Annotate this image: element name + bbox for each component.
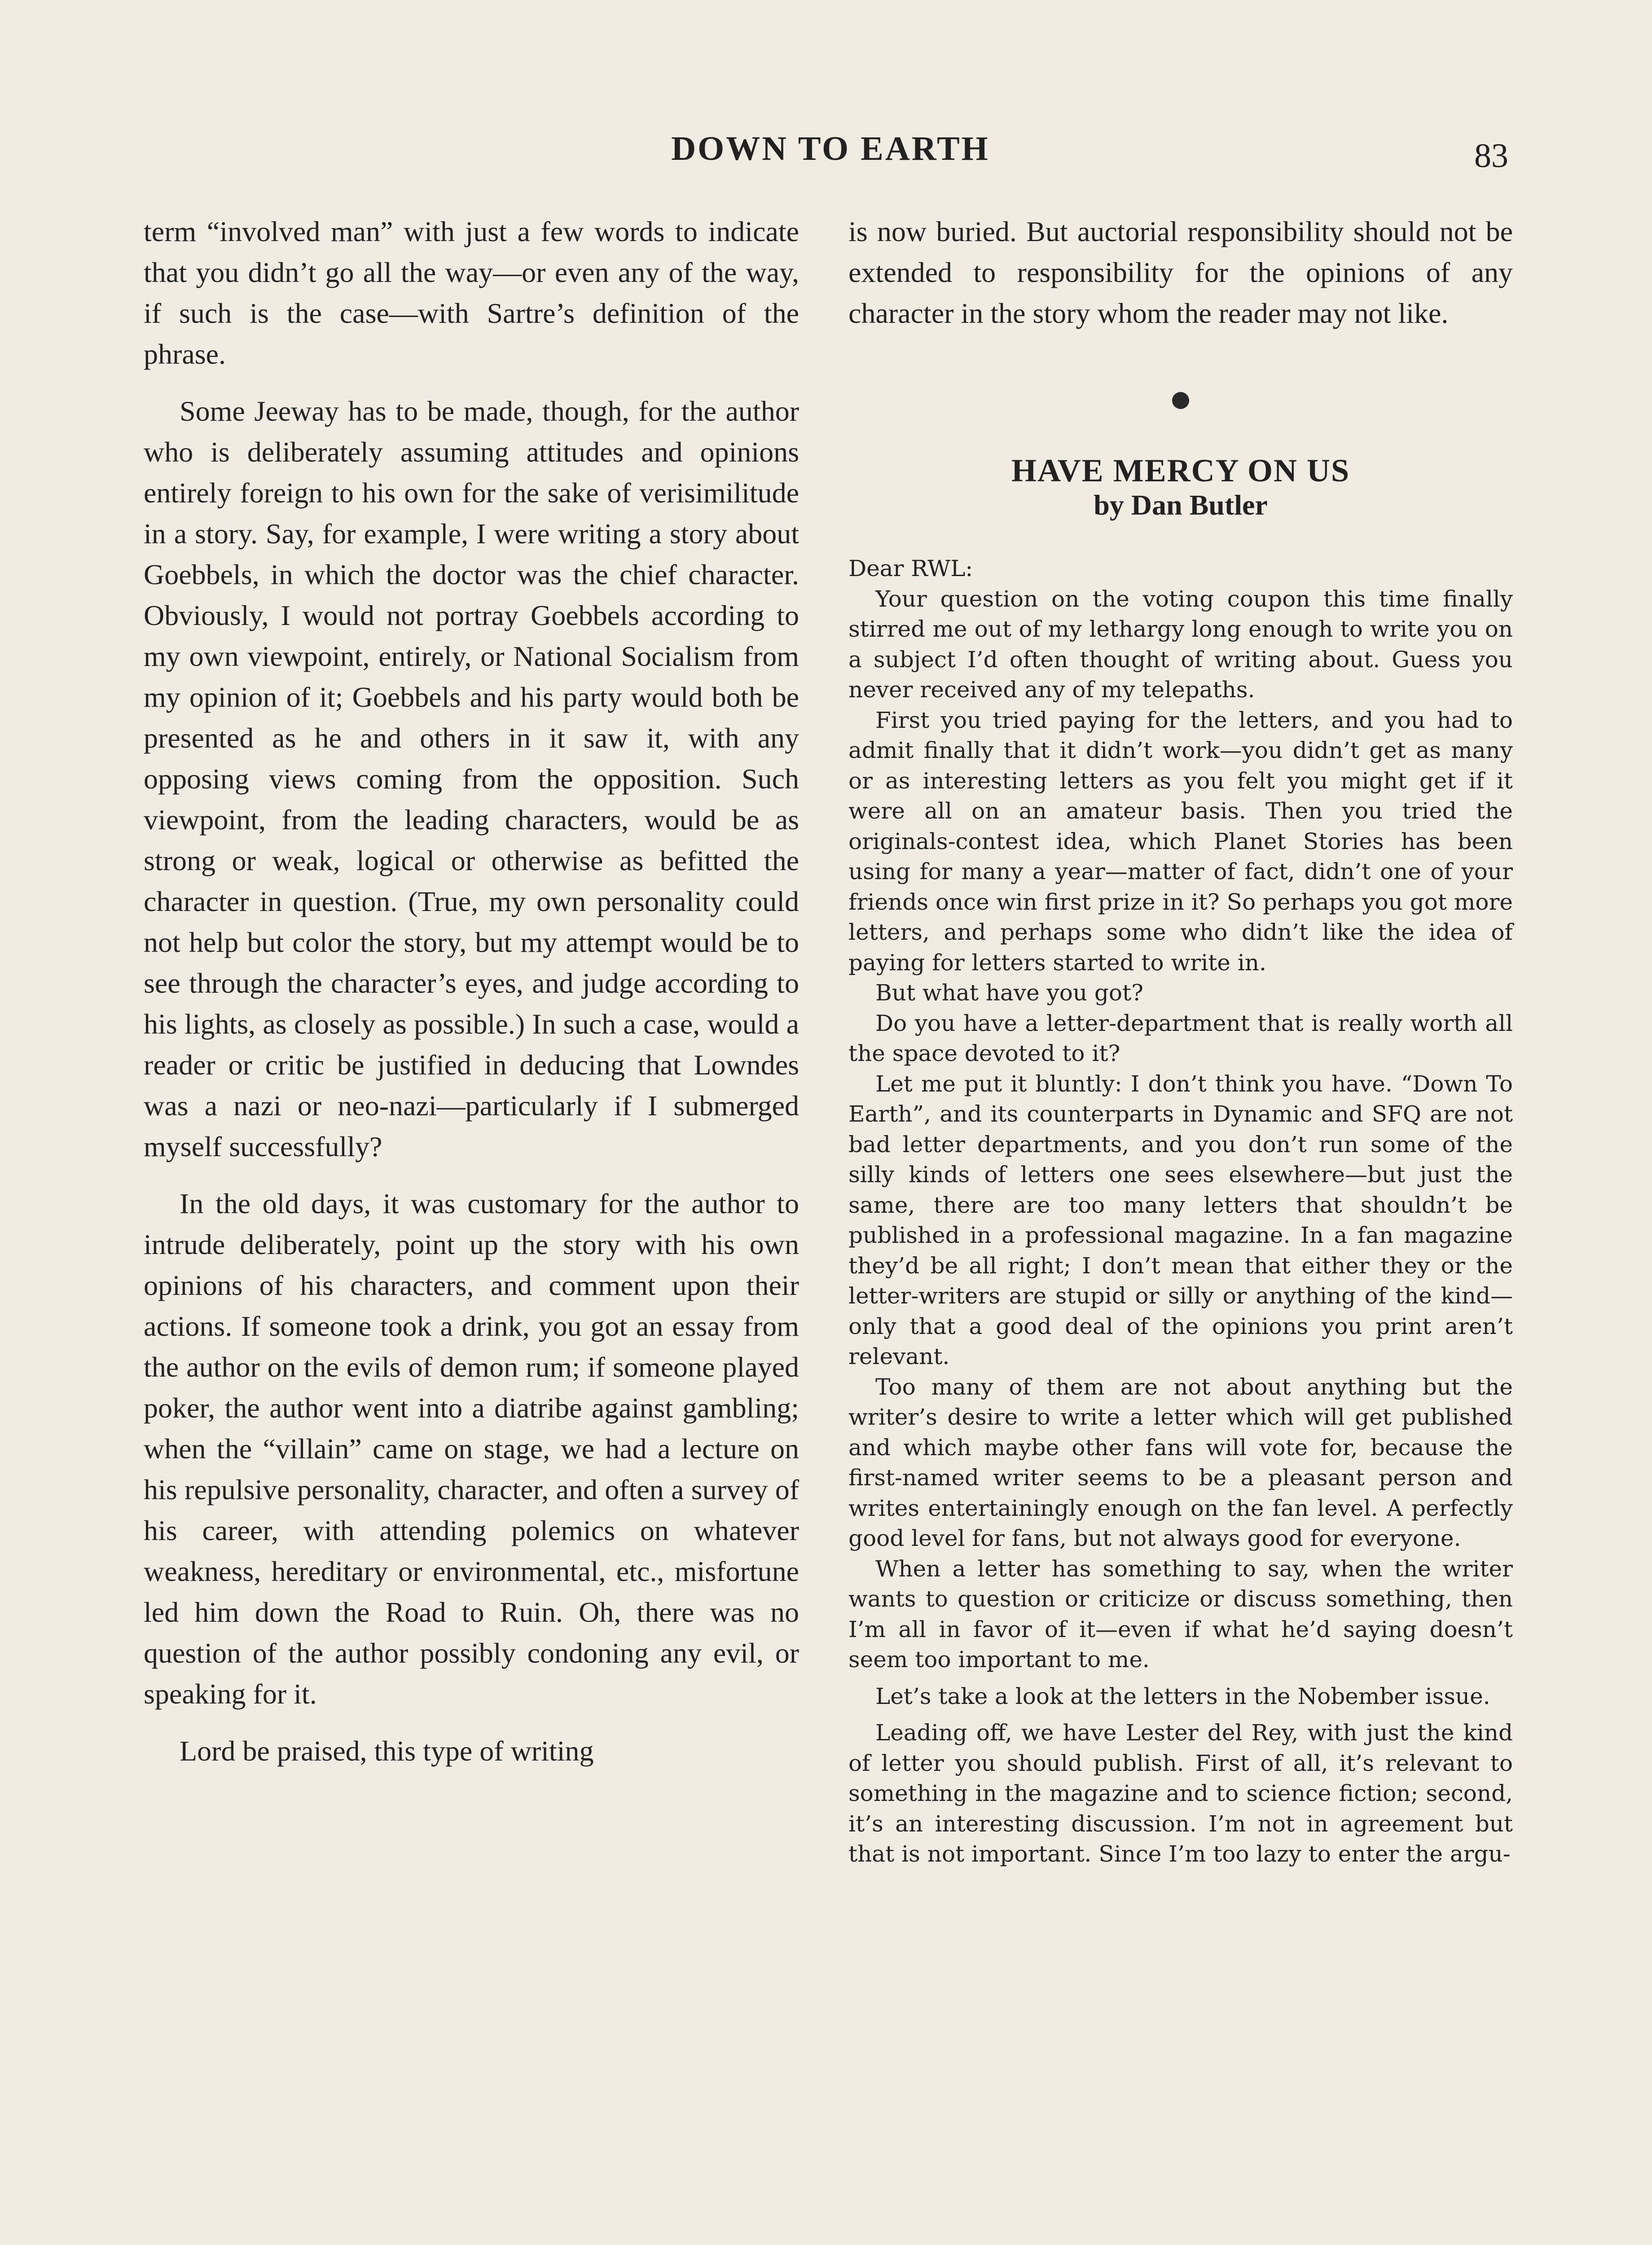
left-column <box>144 211 799 1787</box>
letter-paragraph: Let’s take a look at the letters in the Nobember issue. <box>875 1683 1490 1709</box>
letter-body <box>848 554 1513 1870</box>
section-bullet-icon <box>1172 392 1189 409</box>
letter-paragraph: When a letter has something to say, when the writer wants to question or criticize or discuss something, then I’m all in favor of it—even if what he’d saying doesn’t seem too important to me. <box>848 1555 1513 1673</box>
letter-paragraph: Your question on the voting coupon this time finally stirred me out of my lethargy long enough to write you on a subject I’d often thought of writing about. Guess you never received any of my telepaths. <box>848 585 1513 703</box>
left-paragraph-3: In the old days, it was customary for the author to intrude deliberately, point up the story with his own opinions of his characters, and comment upon their actions. If someone took a drink, you got an essay from the author on the evils of demon rum; if someone played poker, the author went into a diatribe against gambling; when the “villain” came on stage, we had a lecture on his repulsive personality, character, and often a survey of his career, with attending polemics on whatever weakness, hereditary or environmental, etc., misfortune led him down the Road to Ruin. Oh, there was no question of the author possibly condoning any evil, or speaking for it. <box>144 1188 799 1710</box>
letter-paragraph: Let me put it bluntly: I don’t think you have. “Down To Earth”, and its counterparts in Dynamic and SFQ are not bad letter departments, and you don’t run some of the silly kinds of letters one sees elsewhere—but just the same, there are too many letters that shouldn’t be published in a professional magazine. In a fan magazine they’d be all right; I don’t mean that either they or the letter-writers are stupid or silly or anything of the kind—only that a good deal of the opinions you print aren’t relevant. <box>848 1070 1513 1369</box>
article-byline: by Dan Butler <box>1094 489 1268 521</box>
letter-paragraph: But what have you got? <box>875 980 1143 1006</box>
left-paragraph-2: Some Jeeway has to be made, though, for the author who is deliberately assuming attitudes and opinions entirely foreign to his own for the sake of verisimilitude in a story. Say, for example, I were writing a story about Goebbels, in which the doctor was the chief character. Obviously, I would not portray Goebbels according to my own viewpoint, entirely, or National Socialism from my opinion of it; Goebbels and his party would both be presented as he and others in it saw it, with any opposing views coming from the opposition. Such viewpoint, from the leading characters, would be as strong or weak, logical or otherwise as befitted the character in question. (True, my own personality could not help but color the story, but my attempt would be to see through the character’s eyes, and judge according to his lights, as closely as possible.) In such a case, would a reader or critic be justified in deducing that Lowndes was a nazi or neo-nazi—particularly if I submerged myself successfully? <box>144 395 799 1162</box>
left-paragraph-4: Lord be praised, this type of writing <box>180 1735 594 1767</box>
left-paragraph-1: term “involved man” with just a few words to indicate that you didn’t go all the way—or even any of the way, if such is the case—with Sartre’s definition of the phrase. <box>144 216 799 370</box>
letter-salutation: Dear RWL: <box>848 555 973 581</box>
running-header: DOWN TO EARTH <box>671 130 990 167</box>
letter-paragraph: Leading off, we have Lester del Rey, with just the kind of letter you should publish. First of all, it’s relevant to something in the magazine and to science fiction; second, it’s an interesting discussion. I’m not in agreement but that is not important. Since I’m too lazy to enter the argu- <box>848 1720 1513 1867</box>
right-intro-paragraph: is now buried. But auctorial responsibility should not be extended to responsibility for the opinions of any character in the story whom the reader may not like. <box>848 216 1513 329</box>
letter-paragraph: Do you have a letter-department that is really worth all the space devoted to it? <box>848 1010 1513 1066</box>
letter-paragraph: Too many of them are not about anything but the writer’s desire to write a letter which will get published and which maybe other fans will vote for, because the first-named writer seems to be a pleasant person and writes entertainingly enough on the fan level. A perfectly good level for fans, but not always good for everyone. <box>848 1373 1513 1551</box>
right-column <box>848 211 1513 1870</box>
article-title: HAVE MERCY ON US <box>1011 453 1350 489</box>
page-number: 83 <box>1474 137 1508 175</box>
letter-paragraph: First you tried paying for the letters, and you had to admit finally that it didn’t work—you didn’t get as many or as interesting letters as you felt you might get if it were all on an amateur basis. Then you tried the originals-contest idea, which Planet Stories has been using for many a year—matter of fact, didn’t one of your friends once win first prize in it? So perhaps you got more letters, and perhaps some who didn’t like the idea of paying for letters started to write in. <box>848 707 1513 976</box>
